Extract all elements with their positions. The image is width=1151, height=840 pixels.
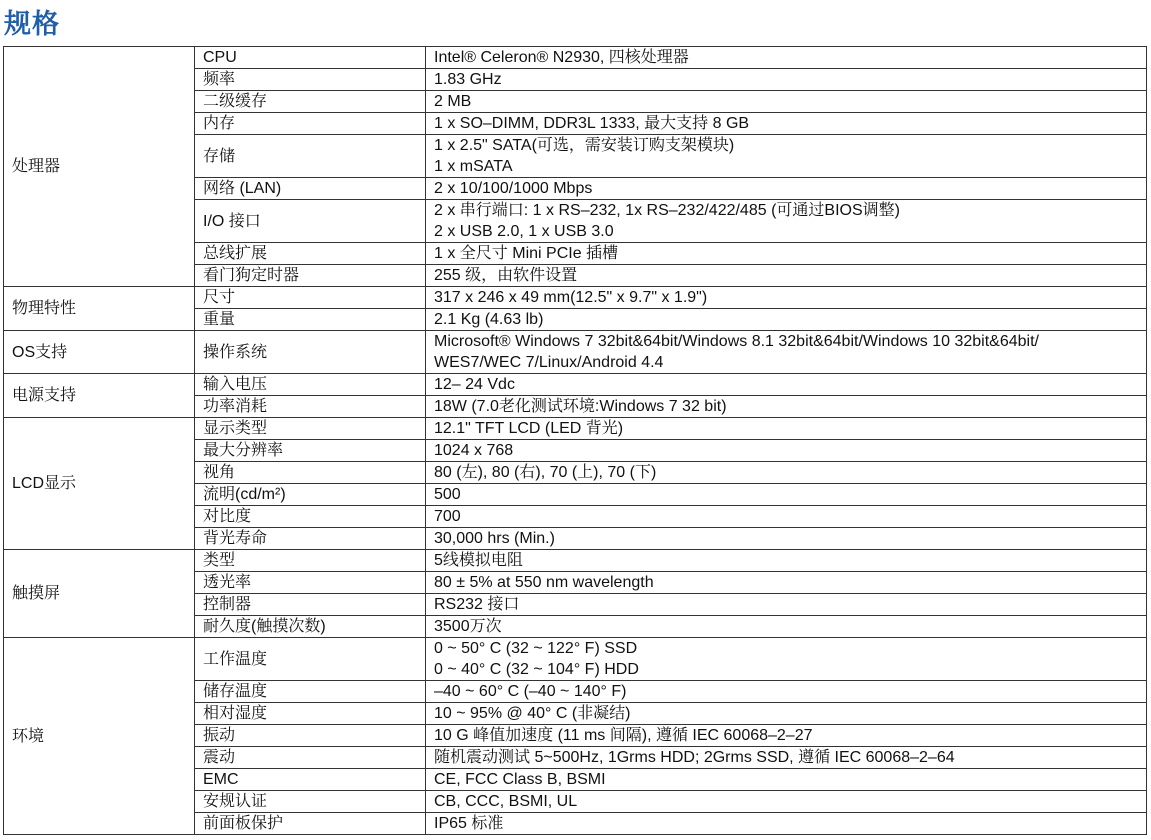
spec-value-line: 1024 x 768 bbox=[434, 442, 514, 459]
spec-value-cell bbox=[426, 506, 1147, 528]
table-row bbox=[4, 374, 1147, 396]
spec-value-line: 18W (7.0老化测试环境:Windows 7 32 bit) bbox=[434, 398, 727, 415]
spec-name-cell: EMC bbox=[195, 769, 426, 791]
spec-value-line: 317 x 246 x 49 mm(12.5" x 9.7" x 1.9") bbox=[434, 289, 708, 306]
spec-value-line: 2 MB bbox=[434, 93, 472, 110]
category-cell: OS支持 bbox=[4, 331, 195, 374]
spec-value-line: Microsoft® Windows 7 32bit&64bit/Windows 8.1 32bit&64bit/Windows 10 32bit&64bit/ bbox=[434, 333, 1039, 350]
spec-value-line: 2 x 串行端口: 1 x RS–232, 1x RS–232/422/485 (可通过BIOS调整) bbox=[434, 202, 900, 219]
spec-name-cell: I/O 接口 bbox=[195, 200, 426, 243]
spec-value-cell bbox=[426, 135, 1147, 178]
spec-name-cell: 频率 bbox=[195, 69, 426, 91]
table-row bbox=[4, 550, 1147, 572]
spec-value-line: 0 ~ 50° C (32 ~ 122° F) SSD bbox=[434, 640, 638, 657]
spec-name-cell: 重量 bbox=[195, 309, 426, 331]
spec-value-cell bbox=[426, 462, 1147, 484]
spec-name-cell: 类型 bbox=[195, 550, 426, 572]
spec-value-cell bbox=[426, 243, 1147, 265]
spec-value-cell bbox=[426, 703, 1147, 725]
spec-name-cell: 透光率 bbox=[195, 572, 426, 594]
spec-value-line: 10 ~ 95% @ 40° C (非凝结) bbox=[434, 705, 631, 722]
spec-name-cell: 背光寿命 bbox=[195, 528, 426, 550]
category-cell: 触摸屏 bbox=[4, 550, 195, 638]
spec-value-cell bbox=[426, 47, 1147, 69]
spec-value-line: IP65 标准 bbox=[434, 815, 504, 832]
category-cell: 处理器 bbox=[4, 47, 195, 287]
spec-name-cell: 储存温度 bbox=[195, 681, 426, 703]
spec-value-cell bbox=[426, 331, 1147, 374]
spec-name-cell: 二级缓存 bbox=[195, 91, 426, 113]
page-title: 规格 bbox=[4, 9, 60, 40]
spec-value-cell bbox=[426, 550, 1147, 572]
spec-value-cell bbox=[426, 309, 1147, 331]
spec-name-cell: 功率消耗 bbox=[195, 396, 426, 418]
spec-table bbox=[3, 46, 1147, 835]
spec-name-cell: 流明(cd/m²) bbox=[195, 484, 426, 506]
spec-value-cell bbox=[426, 69, 1147, 91]
spec-value-line: 255 级，由软件设置 bbox=[434, 267, 578, 284]
spec-name-cell: 操作系统 bbox=[195, 331, 426, 374]
spec-name-cell: 对比度 bbox=[195, 506, 426, 528]
spec-value-line: 2 x 10/100/1000 Mbps bbox=[434, 180, 593, 197]
spec-value-line: CB, CCC, BSMI, UL bbox=[434, 793, 578, 810]
spec-name-cell: 网络 (LAN) bbox=[195, 178, 426, 200]
spec-value-cell bbox=[426, 638, 1147, 681]
spec-name-cell: 存储 bbox=[195, 135, 426, 178]
spec-name-cell: 内存 bbox=[195, 113, 426, 135]
spec-name-cell: 最大分辨率 bbox=[195, 440, 426, 462]
spec-value-cell bbox=[426, 616, 1147, 638]
spec-value-cell bbox=[426, 396, 1147, 418]
spec-value-line: 2.1 Kg (4.63 lb) bbox=[434, 311, 544, 328]
spec-name-cell: 耐久度(触摸次数) bbox=[195, 616, 426, 638]
category-cell: 电源支持 bbox=[4, 374, 195, 418]
spec-value-line: 2 x USB 2.0, 1 x USB 3.0 bbox=[434, 223, 614, 240]
spec-value-line: RS232 接口 bbox=[434, 596, 520, 613]
spec-value-cell bbox=[426, 572, 1147, 594]
spec-value-line: 12– 24 Vdc bbox=[434, 376, 515, 393]
spec-name-cell: 总线扩展 bbox=[195, 243, 426, 265]
spec-value-cell bbox=[426, 769, 1147, 791]
spec-value-line: 3500万次 bbox=[434, 618, 502, 635]
category-cell: LCD显示 bbox=[4, 418, 195, 550]
spec-value-line: Intel® Celeron® N2930, 四核处理器 bbox=[434, 49, 689, 66]
table-row bbox=[4, 47, 1147, 69]
category-cell: 环境 bbox=[4, 638, 195, 835]
spec-name-cell: 安规认证 bbox=[195, 791, 426, 813]
spec-value-cell bbox=[426, 113, 1147, 135]
spec-name-cell: 工作温度 bbox=[195, 638, 426, 681]
table-row bbox=[4, 331, 1147, 374]
spec-value-cell bbox=[426, 374, 1147, 396]
spec-value-cell bbox=[426, 747, 1147, 769]
spec-value-cell bbox=[426, 725, 1147, 747]
spec-value-line: 5线模拟电阻 bbox=[434, 552, 523, 569]
spec-name-cell: 振动 bbox=[195, 725, 426, 747]
spec-value-cell bbox=[426, 287, 1147, 309]
spec-value-cell bbox=[426, 200, 1147, 243]
spec-name-cell: 尺寸 bbox=[195, 287, 426, 309]
spec-value-cell bbox=[426, 265, 1147, 287]
spec-value-line: 1 x SO–DIMM, DDR3L 1333, 最大支持 8 GB bbox=[434, 115, 750, 132]
spec-name-cell: 前面板保护 bbox=[195, 813, 426, 835]
spec-value-line: 30,000 hrs (Min.) bbox=[434, 530, 555, 547]
spec-value-line: 1.83 GHz bbox=[434, 71, 502, 88]
spec-value-cell bbox=[426, 528, 1147, 550]
spec-value-line: 500 bbox=[434, 486, 461, 503]
spec-value-line: –40 ~ 60° C (–40 ~ 140° F) bbox=[434, 683, 627, 700]
spec-value-line: WES7/WEC 7/Linux/Android 4.4 bbox=[434, 354, 664, 371]
spec-value-line: 1 x 全尺寸 Mini PCIe 插槽 bbox=[434, 245, 619, 262]
spec-value-line: 10 G 峰值加速度 (11 ms 间隔), 遵循 IEC 60068–2–27 bbox=[434, 727, 813, 744]
spec-value-cell bbox=[426, 91, 1147, 113]
spec-value-line: CE, FCC Class B, BSMI bbox=[434, 771, 606, 788]
spec-value-line: 1 x mSATA bbox=[434, 158, 513, 175]
spec-value-cell bbox=[426, 681, 1147, 703]
spec-name-cell: 显示类型 bbox=[195, 418, 426, 440]
spec-table-body bbox=[4, 47, 1147, 835]
spec-name-cell: 输入电压 bbox=[195, 374, 426, 396]
table-row bbox=[4, 418, 1147, 440]
spec-name-cell: 看门狗定时器 bbox=[195, 265, 426, 287]
spec-value-line: 80 ± 5% at 550 nm wavelength bbox=[434, 574, 654, 591]
spec-name-cell: 震动 bbox=[195, 747, 426, 769]
spec-name-cell: 控制器 bbox=[195, 594, 426, 616]
spec-name-cell: 视角 bbox=[195, 462, 426, 484]
spec-name-cell: CPU bbox=[195, 47, 426, 69]
spec-value-line: 0 ~ 40° C (32 ~ 104° F) HDD bbox=[434, 661, 639, 678]
spec-value-line: 1 x 2.5" SATA(可选，需安装订购支架模块) bbox=[434, 137, 735, 154]
spec-value-line: 700 bbox=[434, 508, 461, 525]
spec-value-cell bbox=[426, 178, 1147, 200]
spec-name-cell: 相对湿度 bbox=[195, 703, 426, 725]
spec-value-line: 80 (左), 80 (右), 70 (上), 70 (下) bbox=[434, 464, 657, 481]
table-row bbox=[4, 638, 1147, 681]
category-cell: 物理特性 bbox=[4, 287, 195, 331]
spec-value-line: 12.1" TFT LCD (LED 背光) bbox=[434, 420, 624, 437]
spec-value-cell bbox=[426, 440, 1147, 462]
spec-value-cell bbox=[426, 484, 1147, 506]
table-row bbox=[4, 287, 1147, 309]
spec-value-cell bbox=[426, 594, 1147, 616]
spec-value-cell bbox=[426, 791, 1147, 813]
spec-value-cell bbox=[426, 813, 1147, 835]
spec-value-line: 随机震动测试 5~500Hz, 1Grms HDD; 2Grms SSD, 遵循 IEC 60068–2–64 bbox=[434, 749, 955, 766]
spec-value-cell bbox=[426, 418, 1147, 440]
